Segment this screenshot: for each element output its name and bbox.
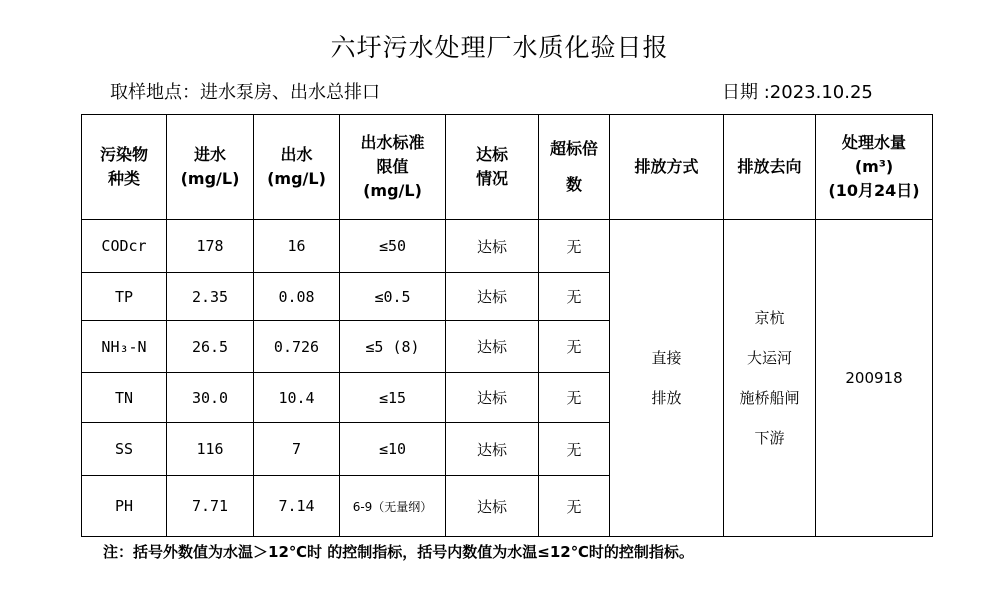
pollutant-name: SS [82, 423, 167, 476]
influent-value: 7.71 [167, 476, 254, 537]
sampling-location: 取样地点：进水泵房、出水总排口 [110, 82, 380, 103]
header-influent: 进水 (mg/L) [167, 115, 254, 220]
exceed-multiple: 无 [539, 373, 610, 423]
pollutant-name: NH₃-N [82, 321, 167, 373]
effluent-value: 7.14 [254, 476, 340, 537]
standard-limit: ≤5 (8) [340, 321, 446, 373]
exceed-multiple: 无 [539, 476, 610, 537]
header-volume: 处理水量 (m³) (10月24日) [816, 115, 933, 220]
report-title: 六圩污水处理厂水质化验日报 [330, 33, 669, 62]
standard-limit: ≤50 [340, 220, 446, 273]
exceed-multiple: 无 [539, 220, 610, 273]
standard-limit: ≤15 [340, 373, 446, 423]
standard-limit: 6-9（无量纲） [340, 476, 446, 537]
compliance-status: 达标 [446, 373, 539, 423]
influent-value: 26.5 [167, 321, 254, 373]
discharge-destination: 京杭 大运河 施桥船闸 下游 [724, 220, 816, 537]
header-standard: 出水标准 限值 (mg/L) [340, 115, 446, 220]
influent-value: 30.0 [167, 373, 254, 423]
pollutant-name: CODcr [82, 220, 167, 273]
exceed-multiple: 无 [539, 321, 610, 373]
treated-volume: 200918 [816, 220, 933, 537]
influent-value: 178 [167, 220, 254, 273]
compliance-status: 达标 [446, 423, 539, 476]
compliance-status: 达标 [446, 273, 539, 321]
compliance-status: 达标 [446, 476, 539, 537]
pollutant-name: PH [82, 476, 167, 537]
standard-limit: ≤0.5 [340, 273, 446, 321]
footnote: 注：括号外数值为水温＞12℃时 的控制指标，括号内数值为水温≤12℃时的控制指标。 [103, 543, 694, 561]
effluent-value: 16 [254, 220, 340, 273]
standard-limit: ≤10 [340, 423, 446, 476]
header-exceed: 超标倍 数 [539, 115, 610, 220]
compliance-status: 达标 [446, 321, 539, 373]
exceed-multiple: 无 [539, 273, 610, 321]
table-row [82, 220, 933, 273]
header-effluent: 出水 (mg/L) [254, 115, 340, 220]
header-method: 排放方式 [610, 115, 724, 220]
effluent-value: 7 [254, 423, 340, 476]
pollutant-name: TP [82, 273, 167, 321]
pollutant-name: TN [82, 373, 167, 423]
header-destination: 排放去向 [724, 115, 816, 220]
effluent-value: 10.4 [254, 373, 340, 423]
influent-value: 116 [167, 423, 254, 476]
exceed-multiple: 无 [539, 423, 610, 476]
table-header-row [82, 115, 933, 220]
report-date: 日期 :2023.10.25 [722, 82, 873, 103]
influent-value: 2.35 [167, 273, 254, 321]
compliance-status: 达标 [446, 220, 539, 273]
header-pollutant: 污染物 种类 [82, 115, 167, 220]
header-compliance: 达标 情况 [446, 115, 539, 220]
water-quality-table [81, 114, 933, 537]
effluent-value: 0.726 [254, 321, 340, 373]
discharge-method: 直接 排放 [610, 220, 724, 537]
effluent-value: 0.08 [254, 273, 340, 321]
